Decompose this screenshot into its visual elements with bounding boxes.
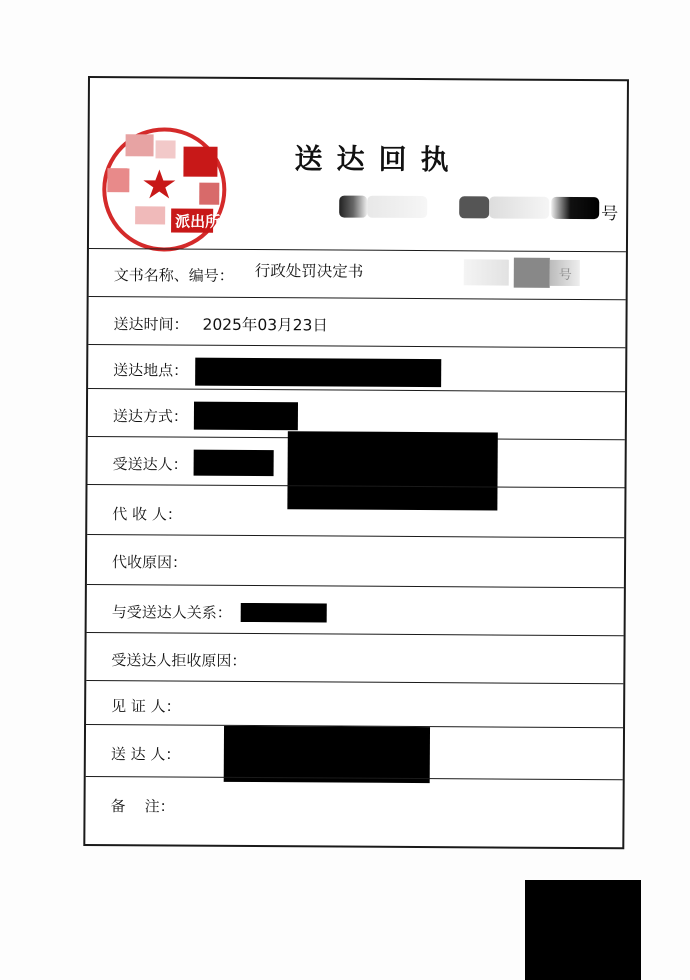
number-redaction	[459, 196, 489, 218]
row-remarks	[85, 776, 622, 849]
row-refusal-reason	[86, 632, 623, 683]
relation-redaction	[241, 603, 327, 623]
row-delivery-place	[88, 344, 625, 391]
form-header	[89, 78, 627, 251]
document-number-redaction	[464, 259, 509, 285]
number-redaction	[367, 196, 427, 218]
server-label: 送 达 人：	[110, 745, 181, 764]
delivery-time-value: 2025年03月23日	[202, 315, 328, 335]
document-name-label: 文书名称、编号：	[113, 266, 234, 285]
number-suffix: 号	[601, 204, 619, 225]
document-number-suffix: 号	[558, 267, 572, 283]
delivery-place-label: 送达地点：	[113, 361, 189, 380]
delivery-method-redaction	[194, 402, 298, 431]
refusal-reason-label: 受送达人拒收原因：	[111, 651, 247, 670]
delivery-receipt-form	[83, 76, 629, 849]
witness-label: 见 证 人：	[111, 697, 181, 716]
number-redaction	[339, 196, 367, 218]
proxy-reason-label: 代收原因：	[111, 553, 188, 572]
row-witness	[86, 680, 623, 727]
seal-text: 派出所	[175, 212, 221, 231]
remarks-label: 备 注：	[110, 797, 175, 816]
row-relation	[87, 584, 624, 635]
corner-redaction	[525, 880, 641, 980]
delivery-time-label: 送达时间：	[113, 315, 189, 334]
document-number	[339, 196, 629, 228]
server-redaction	[224, 726, 430, 783]
row-server	[86, 724, 623, 779]
proxy-receiver-label: 代 收 人：	[112, 505, 182, 524]
number-redaction	[489, 196, 549, 218]
recipient-label: 受送达人：	[112, 455, 188, 474]
document-number-redaction	[514, 258, 550, 288]
delivery-place-redaction	[195, 358, 441, 388]
row-document-name	[89, 248, 626, 299]
document-name-value: 行政处罚决定书	[254, 262, 364, 281]
relation-label: 与受送达人关系：	[111, 603, 232, 622]
delivery-method-label: 送达方式：	[112, 407, 188, 426]
document-title: 送达回执	[294, 142, 463, 177]
recipient-redaction	[194, 450, 274, 476]
row-delivery-time	[88, 296, 625, 347]
official-seal-stamp	[99, 124, 230, 255]
row-proxy-reason	[87, 534, 624, 587]
row-proxy-receiver	[87, 484, 624, 537]
number-redaction	[551, 197, 599, 219]
